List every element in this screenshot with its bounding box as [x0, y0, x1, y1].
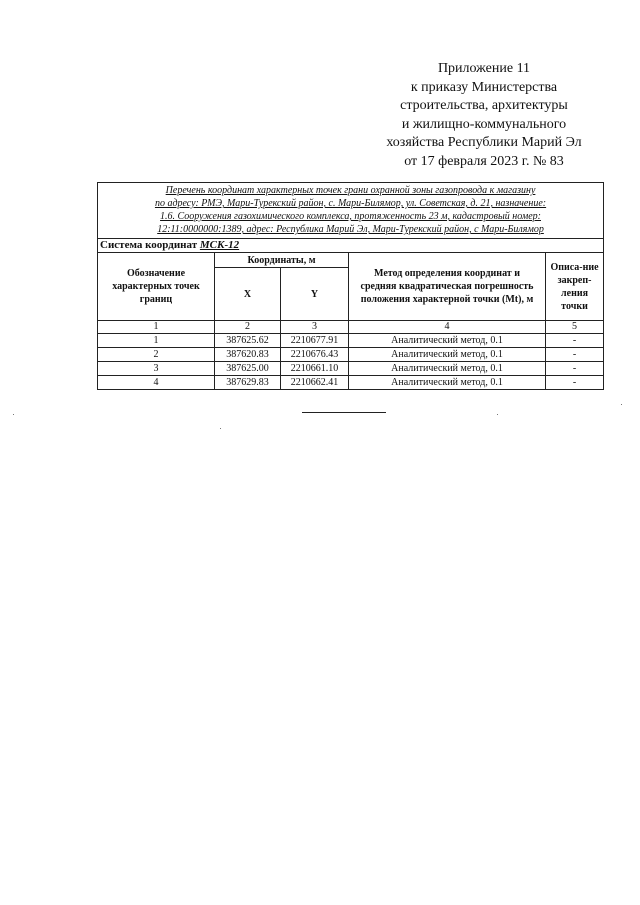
cell-x: 387625.00: [215, 362, 281, 376]
cell-x: 387625.62: [215, 334, 281, 348]
cell-y: 2210661.10: [281, 362, 349, 376]
table-title-line: по адресу: РМЭ, Мари-Турекский район, с. Мари-Билямор, ул. Советская, д. 21, назначение:: [154, 198, 547, 209]
cell-y: 2210677.91: [281, 334, 349, 348]
scan-speck: [220, 428, 221, 429]
coordinate-system-value: МСК-12: [199, 239, 240, 251]
scan-speck: [621, 404, 622, 405]
cell-description: -: [546, 376, 604, 390]
column-number: 2: [215, 321, 281, 334]
column-numbers-row: [98, 321, 604, 334]
table-title-line: 12:11:0000000:1389, адрес: Республика Марий Эл, Мари-Турекский район, с Мари-Билямор: [157, 224, 544, 235]
appendix-line: Приложение 11: [437, 61, 531, 76]
cell-x: 387629.83: [215, 376, 281, 390]
column-number: 4: [349, 321, 546, 334]
header-description: Описа-ние закреп-ления точки: [546, 253, 604, 321]
column-number: 5: [546, 321, 604, 334]
table-title-line: 1.6. Сооружения газохимического комплекса, протяженность 23 м, кадастровый номер:: [160, 211, 541, 222]
cell-description: -: [546, 362, 604, 376]
appendix-line: и жилищно-коммунального: [401, 116, 567, 132]
appendix-line: хозяйства Республики Марий Эл: [386, 135, 582, 150]
cell-method: Аналитический метод, 0.1: [349, 348, 546, 362]
cell-method: Аналитический метод, 0.1: [349, 376, 546, 390]
cell-y: 2210676.43: [281, 348, 349, 362]
table-title-line: Перечень координат характерных точек грани охранной зоны газопровода к магазину: [165, 185, 536, 196]
header-x: X: [215, 268, 281, 321]
cell-y: 2210662.41: [281, 376, 349, 390]
scan-speck: [13, 414, 14, 415]
coordinates-table-container: [97, 182, 603, 390]
column-number: 3: [281, 321, 349, 334]
table-row: [98, 334, 604, 348]
cell-description: -: [546, 334, 604, 348]
header-point: Обозначение характерных точек границ: [98, 253, 215, 321]
cell-description: -: [546, 348, 604, 362]
cell-method: Аналитический метод, 0.1: [349, 362, 546, 376]
coordinates-table: [97, 182, 604, 390]
table-title: [98, 183, 604, 239]
cell-method: Аналитический метод, 0.1: [349, 334, 546, 348]
cell-point: 1: [98, 334, 215, 348]
table-row: [98, 362, 604, 376]
header-method: Метод определения координат и средняя квадратическая погрешность положения характерной точки (Mt), м: [349, 253, 546, 321]
appendix-line: от 17 февраля 2023 г. № 83: [404, 153, 564, 169]
table-row: [98, 376, 604, 390]
cell-point: 2: [98, 348, 215, 362]
header-coords: Координаты, м: [215, 253, 349, 268]
appendix-line: к приказу Министерства: [410, 79, 558, 95]
cell-point: 4: [98, 376, 215, 390]
table-row: [98, 348, 604, 362]
cell-point: 3: [98, 362, 215, 376]
coordinate-system-label: Система координат: [100, 239, 198, 251]
column-number: 1: [98, 321, 215, 334]
appendix-header: [368, 60, 600, 171]
coordinate-system-row: [98, 239, 604, 253]
scan-speck: [497, 414, 498, 415]
header-y: Y: [281, 268, 349, 321]
cell-x: 387620.83: [215, 348, 281, 362]
appendix-line: строительства, архитектуры: [400, 98, 568, 113]
closing-divider-line: [302, 412, 386, 413]
